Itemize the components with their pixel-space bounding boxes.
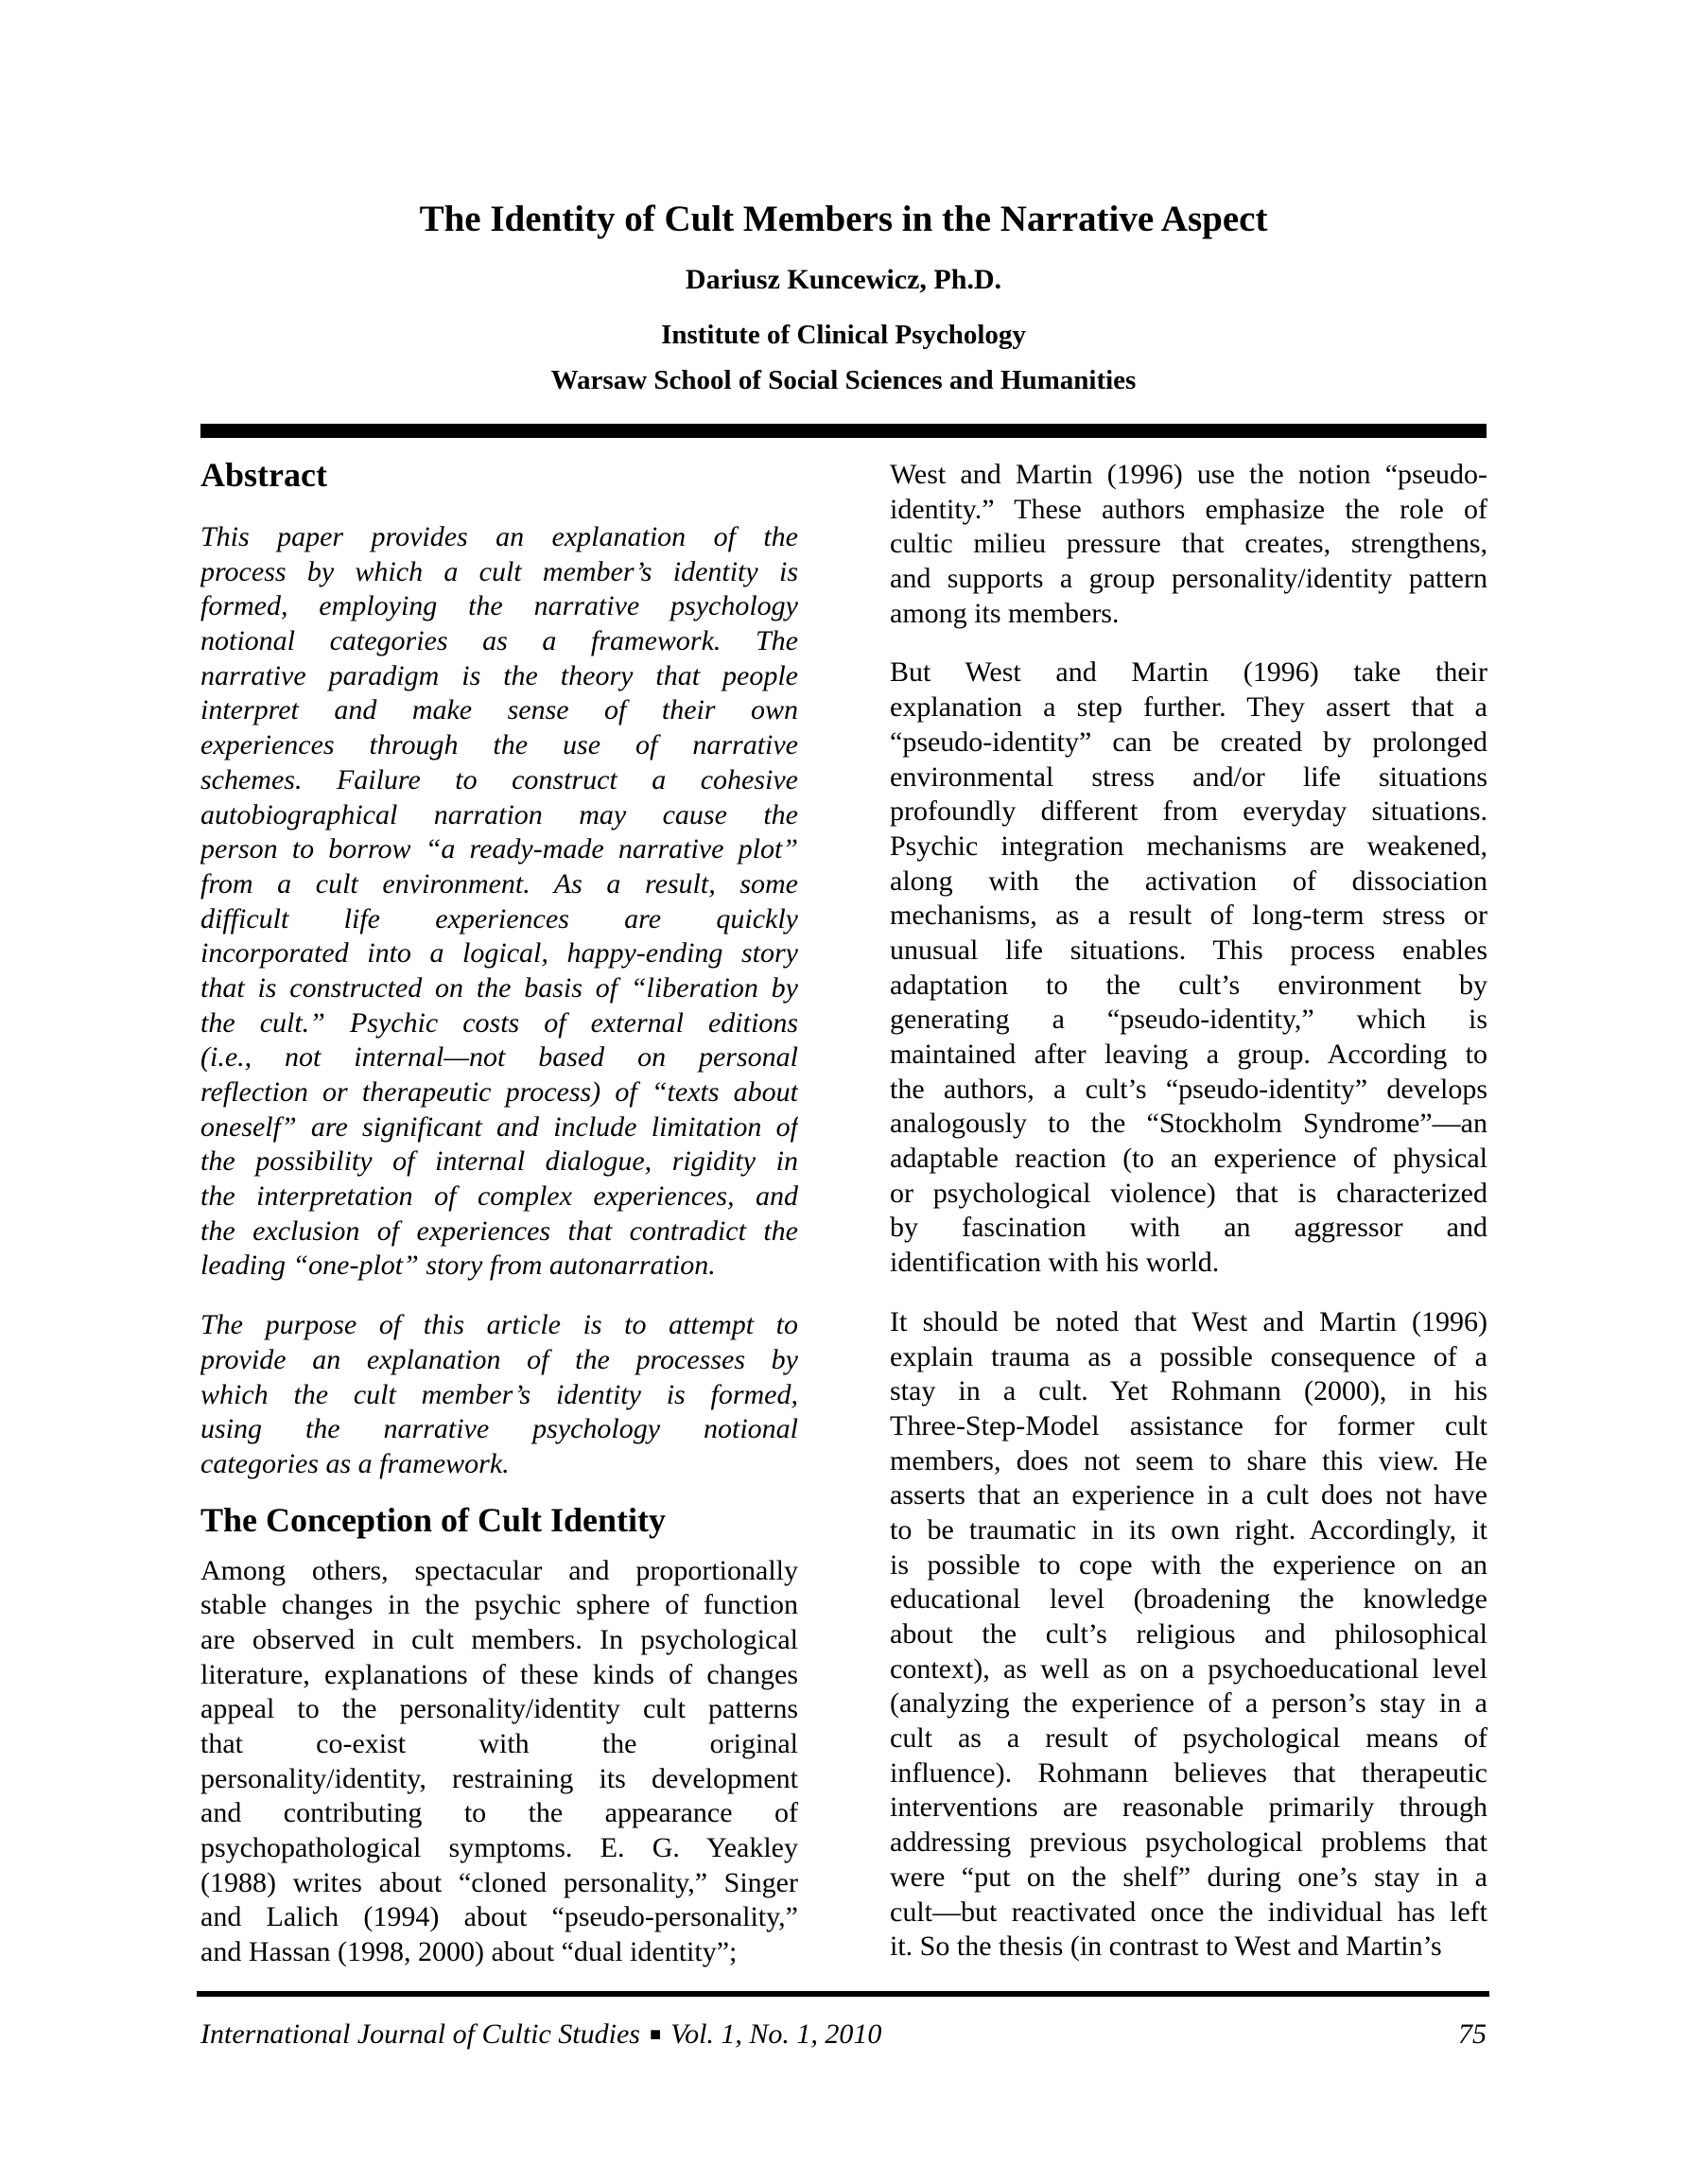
text-line: identity.” These authors emphasize the role of: [890, 493, 1487, 525]
footer-issue: Vol. 1, No. 1, 2010: [670, 2018, 882, 2050]
left-body-paragraph: [200, 1554, 798, 1970]
right-column: [890, 458, 1487, 1989]
text-line: addressing previous psychological problems that: [890, 1826, 1487, 1859]
text-line: This paper provides an explanation of the: [200, 521, 798, 552]
text-line: which the cult member’s identity is formed,: [200, 1378, 798, 1410]
text-line: explanation a step further. They assert that a: [890, 691, 1487, 724]
text-line: (analyzing the experience of a person’s stay in a: [890, 1687, 1487, 1720]
footer-separator-square: ■: [649, 2024, 662, 2045]
text-line: explain trauma as a possible consequence of a: [890, 1340, 1487, 1372]
text-line: influence). Rohmann believes that therapeutic: [890, 1756, 1487, 1789]
footer-page-number: 75: [1458, 2018, 1487, 2050]
text-line: incorporated into a logical, happy-ending story: [200, 937, 798, 970]
text-line: asserts that an experience in a cult does not have: [890, 1479, 1487, 1511]
text-line: context), as well as on a psychoeducational level: [890, 1652, 1487, 1685]
text-line: West and Martin (1996) use the notion “pseudo-: [890, 459, 1487, 490]
text-line: educational level (broadening the knowledge: [890, 1583, 1487, 1616]
text-line: the authors, a cult’s “pseudo-identity” develops: [890, 1073, 1487, 1105]
text-line: cult—but reactivated once the individual has left: [890, 1896, 1487, 1928]
text-line: reflection or therapeutic process) of “texts about: [200, 1076, 798, 1108]
text-line: that is constructed on the basis of “liberation by: [200, 971, 798, 1004]
text-line: along with the activation of dissociation: [890, 865, 1487, 897]
footer-journal-title: International Journal of Cultic Studies: [200, 2018, 640, 2050]
right-paragraph-3: [890, 1305, 1487, 1965]
text-line: unusual life situations. This process enables: [890, 934, 1487, 966]
text-line: analogously to the “Stockholm Syndrome”—an: [890, 1108, 1487, 1140]
text-line: and Lalich (1994) about “pseudo-personality,”: [200, 1901, 798, 1933]
text-line: difficult life experiences are quickly: [200, 902, 798, 935]
text-line: mechanisms, as a result of long-term stress or: [890, 900, 1487, 932]
text-line: formed, employing the narrative psychology: [200, 590, 798, 622]
text-line: and supports a group personality/identity pattern: [890, 563, 1487, 595]
text-line: psychopathological symptoms. E. G. Yeakley: [200, 1832, 798, 1864]
text-line: schemes. Failure to construct a cohesive: [200, 763, 798, 795]
text-line: autobiographical narration may cause the: [200, 798, 798, 830]
text-line: maintained after leaving a group. According to: [890, 1039, 1487, 1070]
text-line: members, does not seem to share this view. He: [890, 1444, 1487, 1476]
right-paragraph-2: [890, 655, 1487, 1280]
text-line: environmental stress and/or life situations: [890, 760, 1487, 793]
abstract-paragraph-2: [200, 1308, 798, 1481]
text-line: that co-exist with the original: [200, 1728, 798, 1759]
text-line: among its members.: [890, 597, 1120, 629]
text-line: It should be noted that West and Martin (1996): [890, 1305, 1487, 1337]
text-line: and contributing to the appearance of: [200, 1797, 798, 1829]
text-line: interventions are reasonable primarily through: [890, 1791, 1487, 1824]
page-footer: [200, 2017, 1487, 2053]
title-divider-rule: [200, 424, 1487, 438]
footer-divider-rule: [197, 1991, 1489, 1997]
text-line: it. So the thesis (in contrast to West and Martin’s: [890, 1931, 1442, 1963]
text-line: the possibility of internal dialogue, rigidity in: [200, 1145, 798, 1178]
text-line: “pseudo-identity” can be created by prolonged: [890, 725, 1487, 758]
text-line: narrative paradigm is the theory that people: [200, 659, 798, 691]
text-line: appeal to the personality/identity cult patterns: [200, 1693, 798, 1725]
text-line: from a cult environment. As a result, some: [200, 867, 798, 900]
text-line: (1988) writes about “cloned personality,” Singer: [200, 1866, 798, 1898]
text-line: stay in a cult. Yet Rohmann (2000), in his: [890, 1375, 1487, 1407]
affiliation-institute: Institute of Clinical Psychology: [661, 320, 1026, 350]
text-line: categories as a framework.: [200, 1447, 510, 1479]
text-line: The purpose of this article is to attempt to: [200, 1309, 798, 1341]
text-line: stable changes in the psychic sphere of function: [200, 1589, 798, 1621]
text-line: are observed in cult members. In psychological: [200, 1623, 798, 1655]
text-line: the cult.” Psychic costs of external editions: [200, 1006, 798, 1039]
text-line: is possible to cope with the experience on an: [890, 1548, 1487, 1581]
text-line: were “put on the shelf” during one’s stay in a: [890, 1861, 1487, 1893]
text-line: leading “one-plot” story from autonarration.: [200, 1249, 716, 1282]
affiliation-university: Warsaw School of Social Sciences and Humanities: [550, 365, 1137, 395]
text-line: notional categories as a framework. The: [200, 625, 798, 657]
text-line: Three-Step-Model assistance for former cult: [890, 1409, 1487, 1441]
text-line: personality/identity, restraining its development: [200, 1762, 798, 1794]
text-line: person to borrow “a ready-made narrative plot”: [200, 833, 798, 865]
text-line: cult as a result of psychological means of: [890, 1722, 1487, 1755]
left-column: [200, 454, 798, 1995]
abstract-paragraph-1: [200, 520, 798, 1284]
text-line: Among others, spectacular and proportionally: [200, 1554, 798, 1586]
text-line: literature, explanations of these kinds of changes: [200, 1658, 798, 1690]
section-heading: The Conception of Cult Identity: [200, 1500, 667, 1539]
text-line: to be traumatic in its own right. Accordingly, it: [890, 1513, 1487, 1546]
text-line: the interpretation of complex experiences, and: [200, 1180, 798, 1213]
footer-journal-line: [200, 2017, 881, 2053]
right-paragraph-1: [890, 458, 1487, 631]
abstract-heading: Abstract: [200, 456, 327, 494]
text-line: process by which a cult member’s identity is: [200, 555, 798, 587]
paper-author: Dariusz Kuncewicz, Ph.D.: [685, 264, 1002, 295]
text-line: generating a “pseudo-identity,” which is: [890, 1004, 1487, 1036]
text-line: adaptation to the cult’s environment by: [890, 969, 1487, 1001]
paper-title: The Identity of Cult Members in the Narrative Aspect: [419, 199, 1268, 239]
text-line: provide an explanation of the processes by: [200, 1343, 798, 1375]
text-line: identification with his world.: [890, 1247, 1220, 1279]
text-line: oneself” are significant and include limitation of: [200, 1110, 798, 1143]
text-line: interpret and make sense of their own: [200, 694, 798, 726]
text-line: and Hassan (1998, 2000) about “dual identity”;: [200, 1936, 738, 1968]
text-line: experiences through the use of narrative: [200, 729, 798, 761]
text-line: cultic milieu pressure that creates, strengthens,: [890, 528, 1487, 560]
text-line: using the narrative psychology notional: [200, 1413, 798, 1445]
text-line: profoundly different from everyday situations.: [890, 795, 1487, 828]
text-line: (i.e., not internal—not based on personal: [200, 1041, 798, 1074]
text-line: adaptable reaction (to an experience of physical: [890, 1143, 1487, 1175]
text-line: But West and Martin (1996) take their: [890, 656, 1487, 689]
text-line: about the cult’s religious and philosophical: [890, 1618, 1487, 1650]
text-line: by fascination with an aggressor and: [890, 1212, 1487, 1244]
text-line: or psychological violence) that is characterized: [890, 1177, 1487, 1209]
text-line: Psychic integration mechanisms are weakened,: [890, 830, 1487, 862]
text-line: the exclusion of experiences that contradict the: [200, 1214, 798, 1247]
